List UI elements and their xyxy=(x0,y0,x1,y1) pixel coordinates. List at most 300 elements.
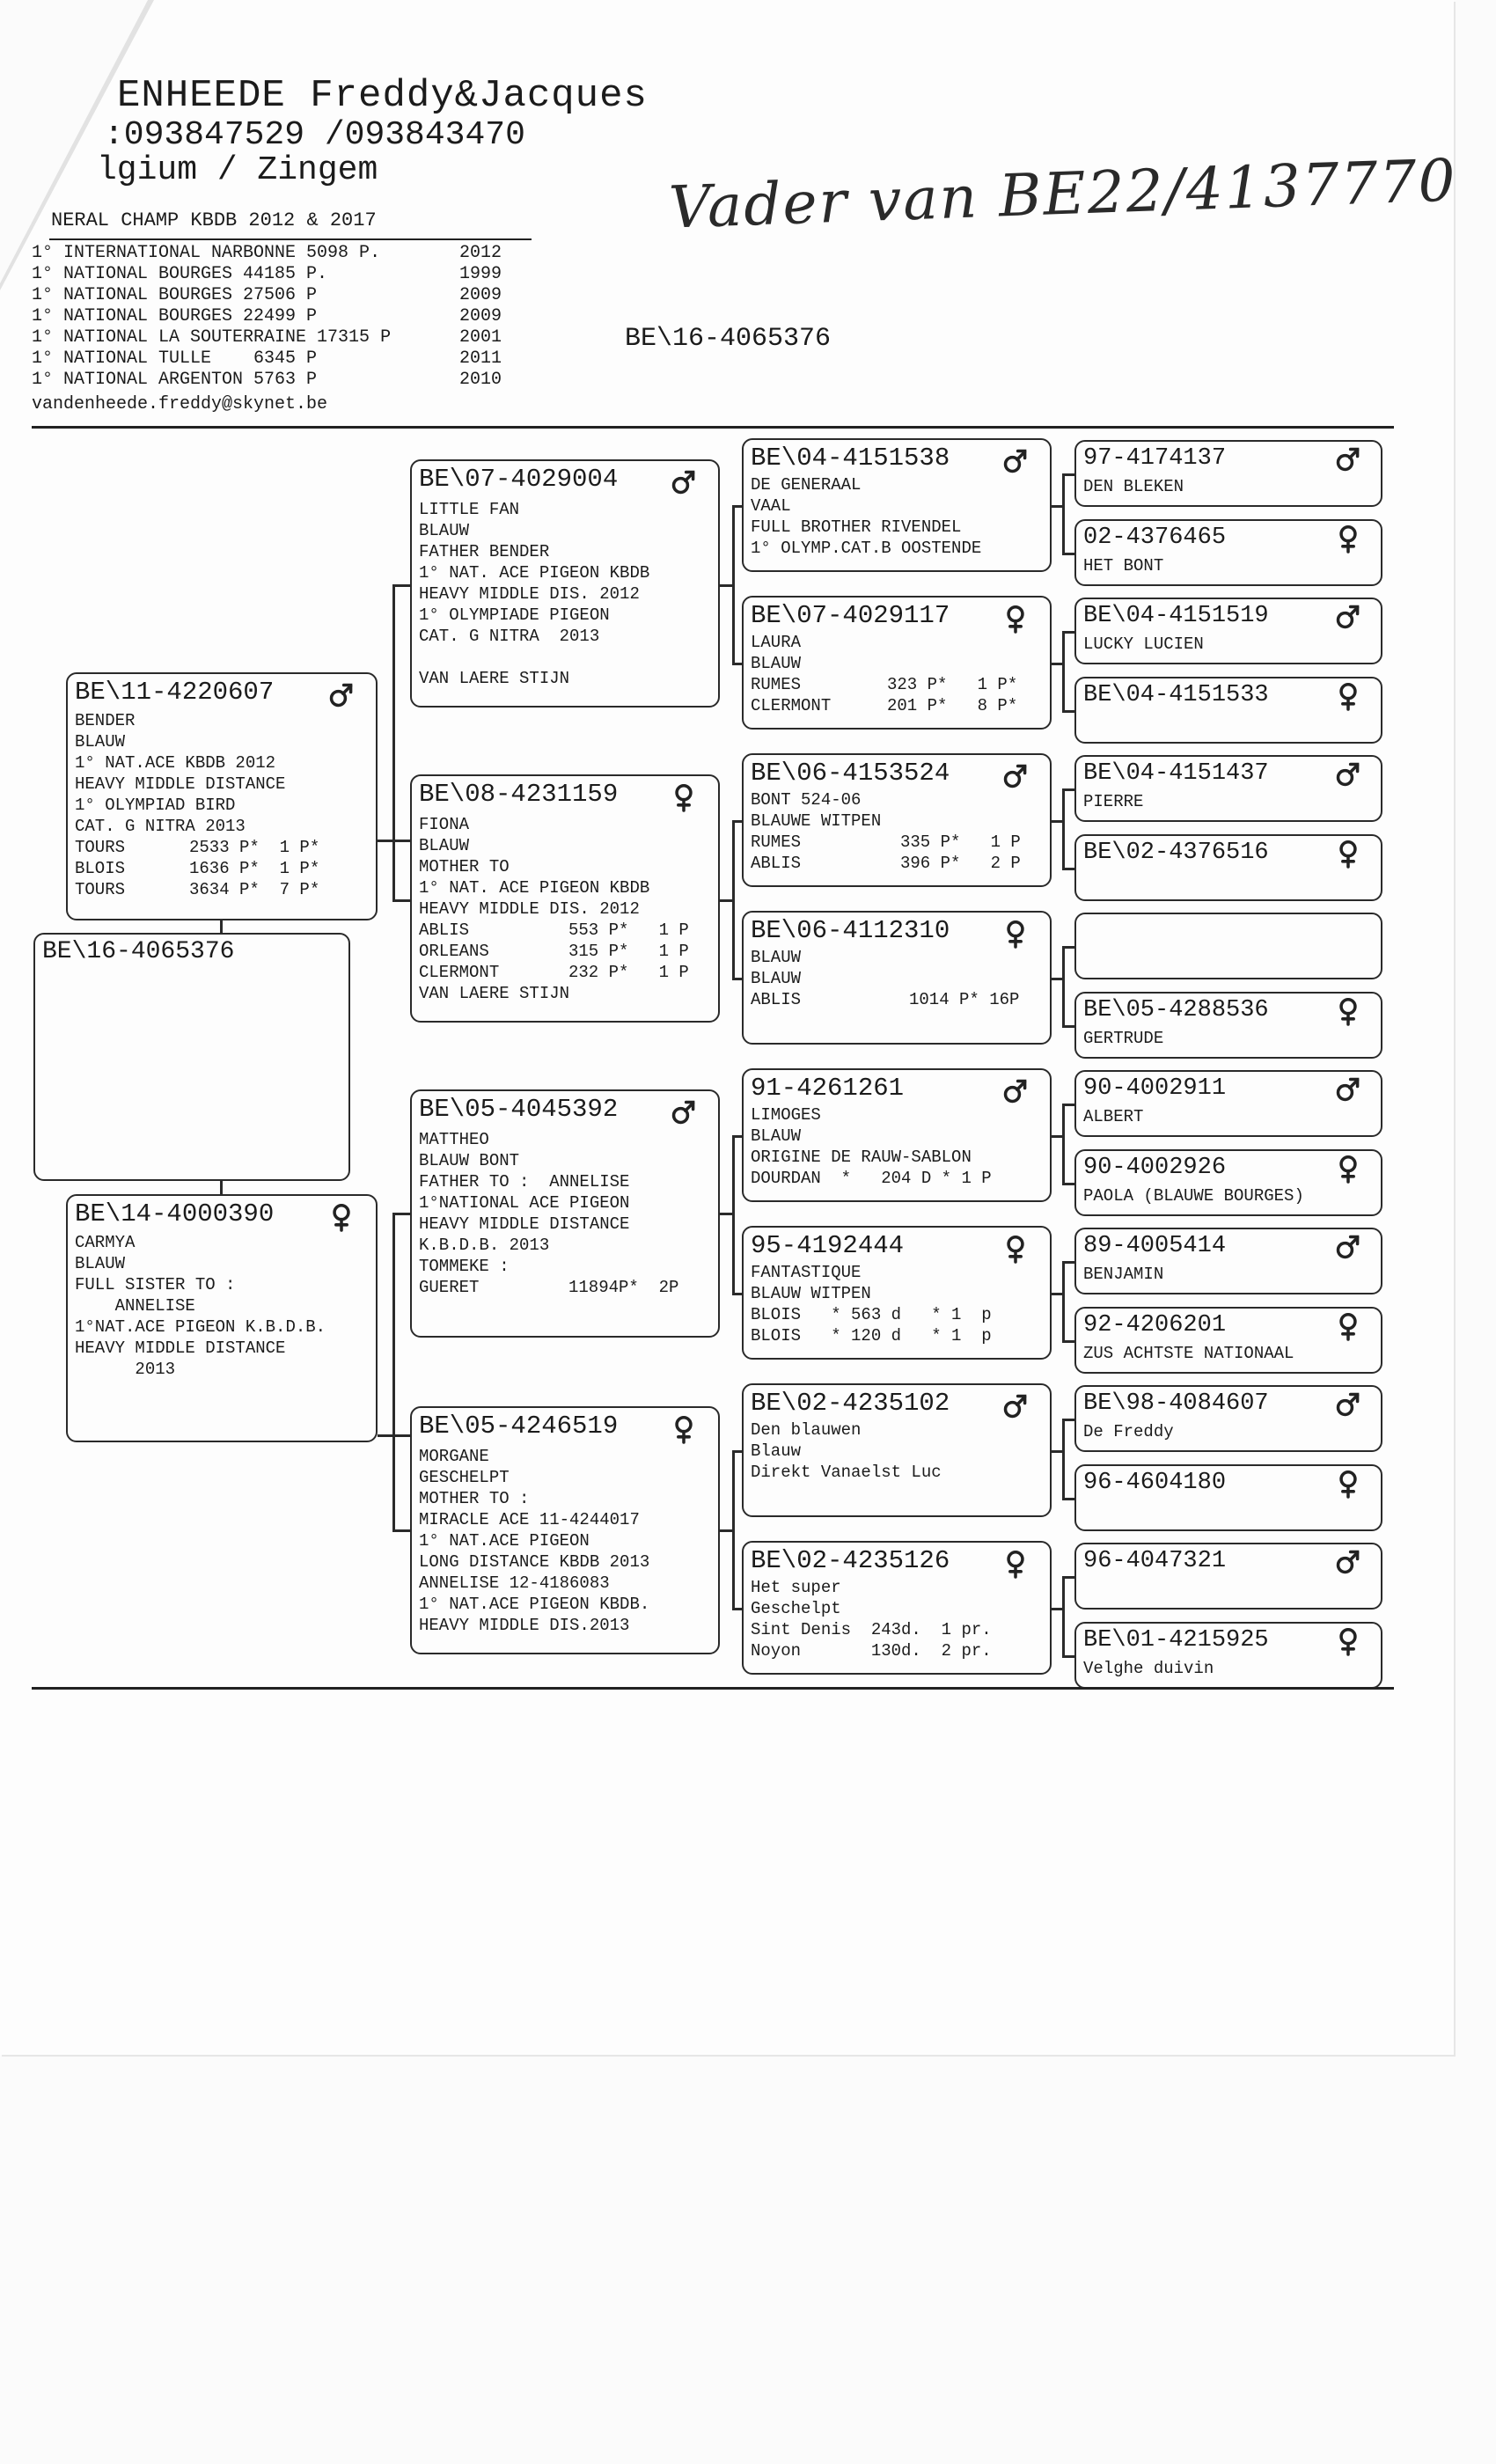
result-row xyxy=(32,306,502,326)
owner-name: ENHEEDE Freddy&Jacques xyxy=(117,74,648,118)
result-year: 2010 xyxy=(459,370,502,390)
pigeon-info-text: GUERET xyxy=(419,1278,480,1297)
pigeon-info-text: TOURS xyxy=(75,880,126,899)
female-symbol-icon xyxy=(1335,1625,1361,1657)
male-symbol-icon xyxy=(1335,1389,1361,1420)
ring-number: 92-4206201 xyxy=(1083,1311,1227,1338)
pigeon-name: Velghe duivin xyxy=(1083,1658,1214,1678)
pigeon-info-text: Sint Denis 243d. 1 pr. xyxy=(751,1620,992,1639)
pigeon-info-text: BLAUW xyxy=(75,732,126,752)
pigeon-info-line xyxy=(419,500,519,519)
pigeon-info-line xyxy=(751,539,981,558)
pigeon-info-text: FATHER BENDER xyxy=(419,542,550,561)
pigeon-info-line xyxy=(419,1595,649,1614)
pigeon-result-value: 3634 P* 7 P* xyxy=(189,880,320,899)
pigeon-info-line xyxy=(419,1236,549,1255)
connector-line xyxy=(1062,1419,1065,1498)
pigeon-info-text: BLAUW WITPEN xyxy=(751,1284,871,1303)
pigeon-info-text: 2013 xyxy=(75,1360,176,1379)
pigeon-result-value: 232 P* 1 P xyxy=(568,963,689,982)
connector-line xyxy=(220,1181,223,1194)
pigeon-card-g5-8 xyxy=(1074,1070,1382,1137)
pigeon-info-line xyxy=(751,1105,821,1125)
pigeon-info-text: VAAL xyxy=(751,496,791,516)
pigeon-info-line xyxy=(75,796,235,815)
pigeon-info-text: Blauw xyxy=(751,1441,802,1461)
pigeon-info-text: BLAUWE WITPEN xyxy=(751,811,882,831)
subject-ring-heading: BE\16-4065376 xyxy=(625,324,832,354)
pigeon-info-text: Het super xyxy=(751,1578,841,1597)
male-symbol-icon xyxy=(1335,1546,1361,1578)
pigeon-result-value: 1636 P* 1 P* xyxy=(189,859,320,878)
pigeon-info-text: DE GENERAAL xyxy=(751,475,862,495)
connector-line xyxy=(732,663,742,665)
pigeon-info-text: HEAVY MIDDLE DIS. 2012 xyxy=(419,584,640,604)
female-symbol-icon xyxy=(1335,1310,1361,1342)
ring-number: BE\98-4084607 xyxy=(1083,1390,1269,1417)
female-symbol-icon xyxy=(1335,1468,1361,1500)
pigeon-info-line xyxy=(751,1305,992,1324)
pigeon-info-line xyxy=(419,627,599,646)
connector-line xyxy=(1062,631,1065,710)
ring-number: BE\07-4029004 xyxy=(419,465,619,494)
pigeon-info-line xyxy=(419,605,610,625)
ring-number: 96-4047321 xyxy=(1083,1548,1227,1574)
female-symbol-icon xyxy=(1335,995,1361,1027)
pigeon-info-text: 1° NAT. ACE PIGEON KBDB xyxy=(419,563,650,583)
connector-line xyxy=(732,1135,742,1138)
ring-number: 96-4604180 xyxy=(1083,1469,1227,1496)
pigeon-info-line xyxy=(751,675,1018,694)
pigeon-result-value: 2533 P* 1 P* xyxy=(189,838,320,857)
pigeon-card-mmf xyxy=(742,1383,1052,1517)
pigeon-info-line xyxy=(75,1317,326,1337)
pigeon-info-line xyxy=(419,878,649,898)
female-symbol-icon xyxy=(1002,1233,1029,1265)
pigeon-name: ALBERT xyxy=(1083,1107,1144,1126)
result-text: 1° NATIONAL BOURGES 22499 P xyxy=(32,306,318,326)
pigeon-card-g5-4 xyxy=(1074,755,1382,822)
connector-line xyxy=(1062,1261,1074,1264)
ring-number: BE\04-4151538 xyxy=(751,444,950,473)
pigeon-info-line xyxy=(751,1463,942,1482)
result-row xyxy=(32,243,502,263)
pigeon-card-fmf xyxy=(742,753,1052,887)
female-symbol-icon xyxy=(1335,1153,1361,1184)
pigeon-info-line xyxy=(75,859,320,878)
pigeon-info-line xyxy=(419,584,640,604)
pigeon-info-text: ORIGINE DE RAUW-SABLON xyxy=(751,1148,972,1167)
pigeon-info-text: CLERMONT xyxy=(419,963,500,982)
result-text: 1° NATIONAL BOURGES 27506 P xyxy=(32,285,318,305)
pigeon-info-line xyxy=(419,942,689,961)
pigeon-info-text: DOURDAN * 204 D * 1 P xyxy=(751,1169,992,1188)
connector-line xyxy=(392,584,410,587)
pigeon-info-text: ANNELISE xyxy=(75,1296,195,1316)
connector-line xyxy=(392,840,395,901)
ring-number: 89-4005414 xyxy=(1083,1233,1227,1259)
ring-number: BE\16-4065376 xyxy=(42,938,235,965)
pigeon-info-line xyxy=(419,963,689,982)
pigeon-info-line xyxy=(419,1552,649,1572)
pigeon-info-text: FULL BROTHER RIVENDEL xyxy=(751,517,962,537)
pigeon-info-text: HEAVY MIDDLE DISTANCE xyxy=(419,1214,630,1234)
pigeon-info-line xyxy=(751,1620,992,1639)
female-symbol-icon xyxy=(671,1413,697,1445)
pigeon-card-fm xyxy=(410,774,720,1023)
connector-line xyxy=(732,820,735,978)
result-row xyxy=(32,327,502,348)
pigeon-info-line xyxy=(751,832,1021,852)
connector-line xyxy=(732,978,742,980)
pigeon-info-text: 1° OLYMPIAD BIRD xyxy=(75,796,236,815)
pigeon-card-mm xyxy=(410,1406,720,1654)
pigeon-info-line xyxy=(751,948,801,967)
pigeon-info-line xyxy=(751,969,801,988)
connector-line xyxy=(1062,788,1074,791)
pigeon-card-g5-15 xyxy=(1074,1622,1382,1689)
result-text: 1° NATIONAL ARGENTON 5763 P xyxy=(32,370,318,390)
pigeon-card-g5-2 xyxy=(1074,598,1382,664)
pigeon-info-text: 1° NAT.ACE PIGEON KBDB. xyxy=(419,1595,650,1614)
pigeon-info-text: CAT. G NITRA 2013 xyxy=(419,627,600,646)
ring-number: BE\05-4246519 xyxy=(419,1412,619,1441)
pigeon-card-g5-14 xyxy=(1074,1543,1382,1610)
pigeon-info-line xyxy=(419,521,469,540)
pigeon-info-line xyxy=(419,1151,519,1170)
connector-line xyxy=(1062,473,1065,553)
pigeon-result-value: 396 P* 2 P xyxy=(900,854,1021,873)
connector-line xyxy=(1062,1261,1065,1340)
pigeon-info-text: TOMMEKE : xyxy=(419,1257,510,1276)
pigeon-info-line xyxy=(751,1284,871,1303)
ring-number: BE\02-4376516 xyxy=(1083,839,1269,866)
connector-line xyxy=(220,920,223,933)
pigeon-info-line xyxy=(751,854,1021,873)
male-symbol-icon xyxy=(671,466,697,498)
connector-line xyxy=(1062,631,1074,634)
pigeon-info-line xyxy=(75,1338,285,1358)
pigeon-info-text: GESCHELPT xyxy=(419,1468,510,1487)
pigeon-info-line xyxy=(75,711,135,730)
pigeon-info-text: LAURA xyxy=(751,633,802,652)
pigeon-info-text: ANNELISE 12-4186083 xyxy=(419,1573,610,1593)
pigeon-info-line xyxy=(751,633,801,652)
female-symbol-icon xyxy=(1335,680,1361,712)
connector-line xyxy=(392,1434,395,1531)
pigeon-info-line xyxy=(419,836,469,855)
pigeon-info-text: FULL SISTER TO : xyxy=(75,1275,236,1294)
ring-number: BE\01-4215925 xyxy=(1083,1626,1269,1654)
pigeon-info-text: Direkt Vanaelst Luc xyxy=(751,1463,942,1482)
pigeon-info-line xyxy=(75,817,246,836)
pigeon-name: ZUS ACHTSTE NATIONAAL xyxy=(1083,1343,1294,1363)
connector-line xyxy=(1062,473,1074,476)
result-year: 2009 xyxy=(459,285,502,305)
connector-line xyxy=(732,1135,735,1293)
connector-line xyxy=(1062,710,1074,713)
connector-line xyxy=(392,899,410,902)
connector-line xyxy=(1062,1183,1074,1185)
ring-number: 90-4002926 xyxy=(1083,1154,1227,1181)
pigeon-card-subject xyxy=(33,933,350,1181)
pigeon-info-line xyxy=(751,1148,972,1167)
pigeon-info-text: 1° NAT. ACE PIGEON KBDB xyxy=(419,878,650,898)
result-row xyxy=(32,285,502,305)
male-symbol-icon xyxy=(1002,760,1029,792)
pigeon-name: LUCKY LUCIEN xyxy=(1083,634,1204,654)
connector-line xyxy=(1062,1104,1074,1106)
male-symbol-icon xyxy=(328,679,355,711)
pigeon-name: GERTRUDE xyxy=(1083,1028,1164,1048)
pigeon-card-g5-6 xyxy=(1074,913,1382,979)
pigeon-result-value: 315 P* 1 P xyxy=(568,942,689,961)
pigeon-info-line xyxy=(419,1468,510,1487)
pigeon-card-mfm xyxy=(742,1226,1052,1360)
pigeon-card-fmm xyxy=(742,911,1052,1045)
pigeon-info-line xyxy=(419,984,569,1003)
pigeon-card-g5-10 xyxy=(1074,1228,1382,1294)
male-symbol-icon xyxy=(1335,601,1361,633)
owner-location: lgium / Zingem xyxy=(97,151,378,189)
pigeon-info-line xyxy=(419,669,569,688)
pigeon-name: De Freddy xyxy=(1083,1422,1174,1441)
pigeon-card-mmm xyxy=(742,1541,1052,1675)
pigeon-info-line xyxy=(419,1447,489,1466)
pigeon-info-text: BLOIS xyxy=(75,859,126,878)
pigeon-card-mff xyxy=(742,1068,1052,1202)
pigeon-info-line xyxy=(751,475,861,495)
pigeon-info-line xyxy=(75,1275,235,1294)
pigeon-info-line xyxy=(751,696,1018,715)
connector-line xyxy=(732,1450,735,1608)
pigeon-info-text: HEAVY MIDDLE DIS. 2012 xyxy=(419,899,640,919)
connector-line xyxy=(1062,946,1074,949)
ring-number: BE\14-4000390 xyxy=(75,1199,275,1228)
pigeon-info-line xyxy=(75,732,125,752)
pigeon-info-text: CARMYA xyxy=(75,1233,136,1252)
pigeon-info-text: HEAVY MIDDLE DISTANCE xyxy=(75,774,286,794)
pigeon-card-g5-0 xyxy=(1074,440,1382,507)
pigeon-info-line xyxy=(751,1263,861,1282)
pigeon-info-text: CAT. G NITRA 2013 xyxy=(75,817,246,836)
result-row xyxy=(32,370,502,390)
pigeon-info-line xyxy=(419,1278,679,1297)
pigeon-card-mf xyxy=(410,1089,720,1338)
result-row xyxy=(32,264,502,284)
pigeon-info-text: ABLIS xyxy=(751,990,802,1009)
divider-top xyxy=(32,426,1394,429)
pigeon-info-text: MIRACLE ACE 11-4244017 xyxy=(419,1510,640,1529)
pigeon-info-line xyxy=(751,1578,841,1597)
pigeon-info-line xyxy=(419,1130,489,1149)
pigeon-result-value: 11894P* 2P xyxy=(568,1278,679,1297)
connector-line xyxy=(1062,1340,1074,1343)
pigeon-info-line xyxy=(751,790,861,810)
connector-line xyxy=(732,1293,742,1295)
pigeon-result-value: 335 P* 1 P xyxy=(900,832,1021,852)
pigeon-info-line xyxy=(75,1254,125,1273)
ring-number: BE\05-4045392 xyxy=(419,1095,619,1124)
ring-number: BE\02-4235102 xyxy=(751,1389,950,1418)
pigeon-info-text: 1° NAT.ACE KBDB 2012 xyxy=(75,753,276,773)
pigeon-info-line xyxy=(419,1510,640,1529)
pigeon-card-g5-11 xyxy=(1074,1307,1382,1374)
female-symbol-icon xyxy=(1335,523,1361,554)
connector-line xyxy=(1062,1419,1074,1421)
owner-phone: :093847529 /093843470 xyxy=(104,116,525,154)
pigeon-card-g5-7 xyxy=(1074,992,1382,1059)
ring-number: BE\06-4112310 xyxy=(751,916,950,945)
pigeon-info-line xyxy=(419,542,549,561)
pigeon-info-text: LITTLE FAN xyxy=(419,500,520,519)
male-symbol-icon xyxy=(1002,1390,1029,1422)
pigeon-card-ff xyxy=(410,459,720,708)
pigeon-info-text: 1°NAT.ACE PIGEON K.B.D.B. xyxy=(75,1317,326,1337)
pigeon-info-text: MATTHEO xyxy=(419,1130,489,1149)
pigeon-info-line xyxy=(419,1193,629,1213)
pigeon-info-line xyxy=(419,920,689,940)
pigeon-info-text: MORGANE xyxy=(419,1447,489,1466)
pigeon-info-text: FATHER TO : ANNELISE xyxy=(419,1172,630,1192)
pigeon-info-text: VAN LAERE STIJN xyxy=(419,984,570,1003)
pigeon-info-line xyxy=(75,753,275,773)
male-symbol-icon xyxy=(1335,444,1361,475)
connector-line xyxy=(1062,946,1065,1025)
connector-line xyxy=(1062,1576,1074,1579)
pigeon-info-text: 1° OLYMPIADE PIGEON xyxy=(419,605,610,625)
connector-line xyxy=(1062,1576,1065,1655)
handwritten-note: Vader van BE22/4137770 xyxy=(667,146,1458,242)
ring-number: 90-4002911 xyxy=(1083,1075,1227,1102)
pigeon-info-line xyxy=(751,654,801,673)
pigeon-info-text: BLAUW xyxy=(751,654,802,673)
ring-number: BE\04-4151519 xyxy=(1083,603,1269,629)
result-year: 1999 xyxy=(459,264,502,284)
male-symbol-icon xyxy=(1335,1074,1361,1105)
pigeon-info-line xyxy=(419,1172,629,1192)
pigeon-info-line xyxy=(75,1296,195,1316)
connector-line xyxy=(392,1529,410,1532)
female-symbol-icon xyxy=(671,781,697,813)
female-symbol-icon xyxy=(1002,603,1029,634)
result-text: 1° INTERNATIONAL NARBONNE 5098 P. xyxy=(32,243,381,263)
pigeon-info-text: ABLIS xyxy=(419,920,470,940)
ring-number: BE\04-4151533 xyxy=(1083,681,1269,708)
pigeon-info-text: ORLEANS xyxy=(419,942,489,961)
connector-line xyxy=(392,584,395,840)
connector-line xyxy=(1062,1655,1074,1658)
pigeon-name: PAOLA (BLAUWE BOURGES) xyxy=(1083,1185,1304,1206)
pigeon-card-ffm xyxy=(742,596,1052,730)
pigeon-info-line xyxy=(75,774,285,794)
pigeon-name: DEN BLEKEN xyxy=(1083,477,1184,496)
connector-line xyxy=(392,1213,395,1434)
female-symbol-icon xyxy=(1002,918,1029,950)
pigeon-info-line xyxy=(419,1257,510,1276)
pigeon-info-text: BLOIS * 563 d * 1 p xyxy=(751,1305,992,1324)
owner-email: vandenheede.freddy@skynet.be xyxy=(32,394,328,414)
result-text: 1° NATIONAL TULLE 6345 P xyxy=(32,348,318,369)
pigeon-info-text: Geschelpt xyxy=(751,1599,841,1618)
ring-number: BE\06-4153524 xyxy=(751,759,950,788)
pigeon-card-father xyxy=(66,672,378,920)
result-year: 2001 xyxy=(459,327,502,348)
male-symbol-icon xyxy=(1335,1231,1361,1263)
pigeon-info-text: BLAUW BONT xyxy=(419,1151,520,1170)
pigeon-info-line xyxy=(75,880,320,899)
pigeon-info-text: 1°NATIONAL ACE PIGEON xyxy=(419,1193,630,1213)
ring-number: 91-4261261 xyxy=(751,1074,905,1103)
pigeon-info-text: BLAUW xyxy=(751,948,802,967)
pigeon-info-line xyxy=(751,1599,841,1618)
pigeon-name: PIERRE xyxy=(1083,792,1144,811)
pigeon-card-g5-1 xyxy=(1074,519,1382,586)
pigeon-info-text: RUMES xyxy=(751,675,802,694)
result-year: 2009 xyxy=(459,306,502,326)
pigeon-card-g5-13 xyxy=(1074,1464,1382,1531)
result-text: 1° NATIONAL LA SOUTERRAINE 17315 P xyxy=(32,327,392,348)
connector-line xyxy=(1062,1498,1074,1500)
pigeon-info-text: BLAUW xyxy=(419,521,470,540)
pigeon-info-text: FANTASTIQUE xyxy=(751,1263,862,1282)
pigeon-info-line xyxy=(419,1214,629,1234)
pigeon-info-line xyxy=(419,1531,590,1551)
connector-line xyxy=(732,505,735,663)
pigeon-name: BENJAMIN xyxy=(1083,1265,1164,1284)
pigeon-info-line xyxy=(751,496,791,516)
pigeon-name: HET BONT xyxy=(1083,555,1164,576)
pigeon-info-text: ABLIS xyxy=(751,854,802,873)
ring-number: 97-4174137 xyxy=(1083,445,1227,472)
ring-number: 02-4376465 xyxy=(1083,524,1227,551)
pigeon-info-text: RUMES xyxy=(751,832,802,852)
pigeon-result-value: 323 P* 1 P* xyxy=(887,675,1018,694)
pigeon-info-line xyxy=(419,1573,610,1593)
pigeon-info-text: BLOIS * 120 d * 1 p xyxy=(751,1326,992,1346)
pigeon-info-text: BONT 524-06 xyxy=(751,790,862,810)
pigeon-info-text: BLAUW xyxy=(751,969,802,988)
pigeon-info-line xyxy=(751,1169,992,1188)
pigeon-card-fff xyxy=(742,438,1052,572)
result-text: 1° NATIONAL BOURGES 44185 P. xyxy=(32,264,328,284)
connector-line xyxy=(732,1608,742,1610)
connector-line xyxy=(392,1213,410,1215)
female-symbol-icon xyxy=(328,1201,355,1233)
pigeon-info-text: MOTHER TO : xyxy=(419,1489,530,1508)
pigeon-info-text: K.B.D.B. 2013 xyxy=(419,1236,550,1255)
pigeon-info-line xyxy=(75,1360,175,1379)
pigeon-card-mother xyxy=(66,1194,378,1442)
pigeon-info-text: Noyon 130d. 2 pr. xyxy=(751,1641,992,1661)
divider-bottom xyxy=(32,1687,1394,1690)
pigeon-info-line xyxy=(751,811,881,831)
pigeon-card-g5-5 xyxy=(1074,834,1382,901)
male-symbol-icon xyxy=(1002,445,1029,477)
pigeon-info-line xyxy=(419,815,469,834)
title-underline xyxy=(49,238,532,240)
pigeon-info-text: HEAVY MIDDLE DIS.2013 xyxy=(419,1616,630,1635)
result-row xyxy=(32,348,502,369)
ring-number: BE\07-4029117 xyxy=(751,601,950,630)
pigeon-info-line xyxy=(751,1326,992,1346)
pigeon-result-value: 553 P* 1 P xyxy=(568,920,689,940)
pigeon-info-line xyxy=(419,1616,629,1635)
pigeon-info-line xyxy=(751,990,1020,1009)
pigeon-info-text: Den blauwen xyxy=(751,1420,862,1440)
pigeon-info-text: LIMOGES xyxy=(751,1105,821,1125)
pigeon-info-text: MOTHER TO xyxy=(419,857,510,876)
